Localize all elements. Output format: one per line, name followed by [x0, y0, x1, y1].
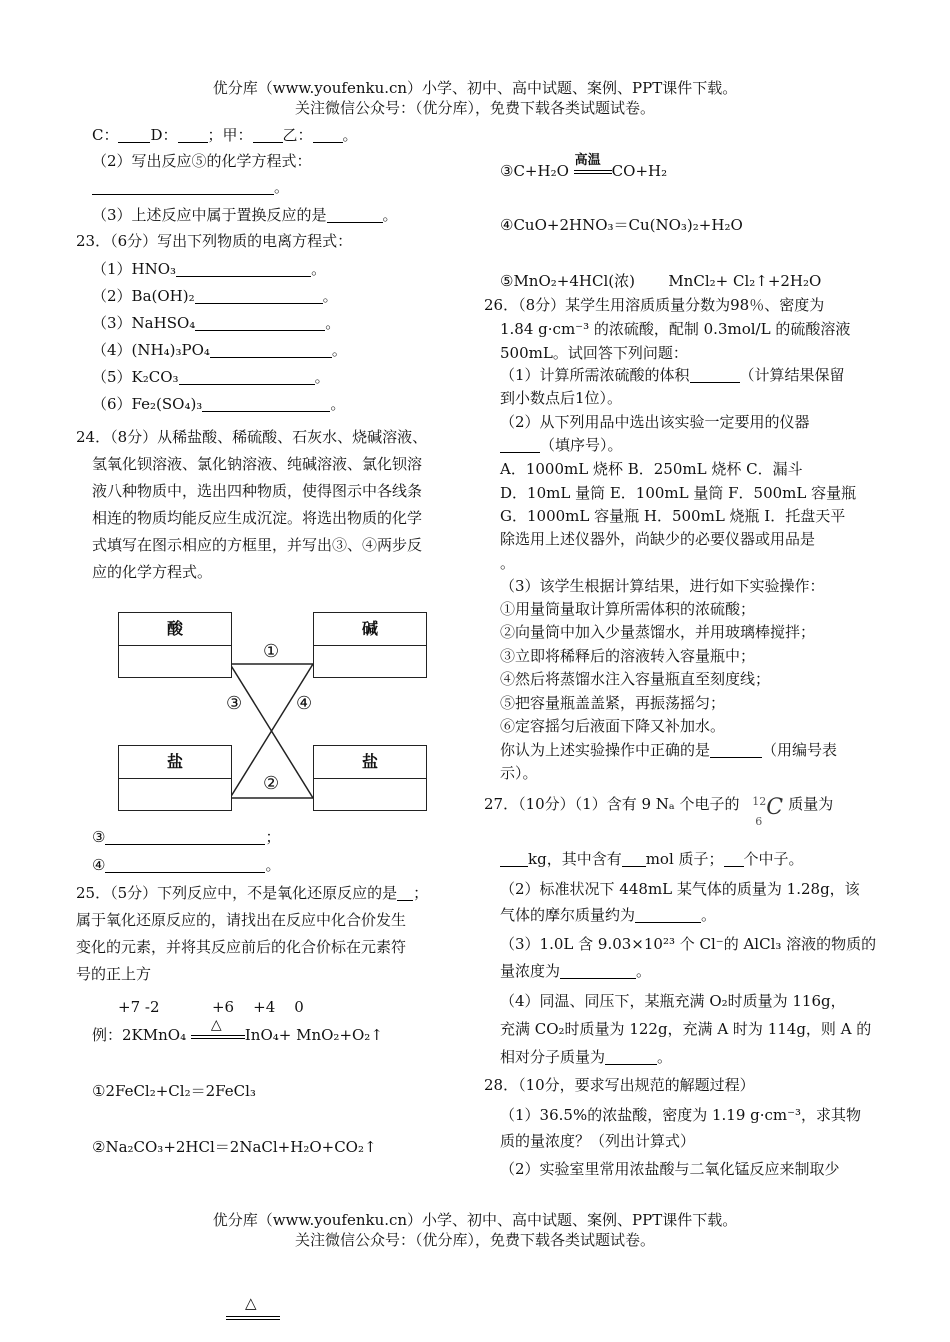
q26-line-2: 1.84 g·cm⁻³ 的浓硫酸，配制 0.3mol/L 的硫酸溶液 — [500, 320, 851, 338]
box-salt-left — [118, 745, 232, 811]
q27-part-4-line-3: 相对分子质量为 。 — [500, 1048, 673, 1066]
q27-part-4: （4）同温、同压下，某瓶充满 O₂时质量为 116g， — [500, 992, 846, 1010]
q27-part-4-line-2: 充满 CO₂时质量为 122g，充满 A 时为 114g，则 A 的 — [500, 1020, 872, 1038]
q26-missing-items: 除选用上述仪器外，尚缺少的必要仪器或用品是 — [500, 530, 816, 548]
reaction-diagram — [118, 612, 430, 812]
q28-title: 28．（10分，要求写出规范的解题过程） — [484, 1076, 755, 1094]
q23-item-1: （1）HNO₃ 。 — [92, 260, 327, 278]
q22-part-2-answer: 。 — [92, 176, 289, 198]
bottom-delta-icon: △ — [245, 1294, 257, 1312]
reaction-3: ③C+H₂O 高温 CO+H₂ — [500, 160, 667, 182]
footer-line-2: 关注微信公众号：（优分库），免费下载各类试题试卷。 — [294, 1231, 655, 1249]
q25-line-1: 25．（5分）下列反应中，不是氧化还原反应的是 ； — [76, 884, 429, 902]
q28-part-1: （1）36.5%的浓盐酸，密度为 1.19 g·cm⁻³，求其物 — [500, 1106, 862, 1124]
q26-line-3: 500mL。试回答下列问题： — [500, 344, 688, 362]
q25-line-3: 变化的元素，并将其反应前后的化合价标在元素符 — [76, 938, 407, 956]
reaction-2: ②Na₂CO₃+2HCl＝2NaCl+H₂O+CO₂↑ — [92, 1138, 377, 1156]
q25-line-2: 属于氧化还原反应的，请找出在反应中化合价发生 — [76, 911, 407, 929]
q23-item-3: （3）NaHSO₄ 。 — [92, 314, 341, 332]
q24-line-2: 氢氧化钡溶液、氯化钠溶液、纯碱溶液、氯化钡溶 — [92, 455, 423, 473]
delta-icon: △ — [210, 1017, 222, 1033]
q26-step-5: ⑤把容量瓶盖盖紧，再振荡摇匀； — [500, 694, 726, 712]
q23-item-5: （5）K₂CO₃ 。 — [92, 368, 330, 386]
q27-part-3: （3）1.0L 含 9.03×10²³ 个 Cl⁻的 AlCl₃ 溶液的物质的 — [500, 935, 877, 953]
valence-marks: +7 -2 +6 +4 0 — [118, 998, 304, 1016]
reaction-label-2: ② — [263, 773, 280, 794]
q26-missing-end: 。 — [500, 554, 516, 572]
q26-part-1: （1）计算所需浓硫酸的体积 （计算结果保留 — [500, 366, 845, 384]
q27-part-2-cont: 气体的摩尔质量约为 。 — [500, 906, 717, 924]
q25-line-4: 号的正上方 — [76, 965, 152, 983]
q26-part-3-question: 你认为上述实验操作中正确的是 （用编号表 — [500, 741, 838, 759]
reaction-label-1: ① — [263, 641, 280, 662]
q26-line-1: 26．（8分）某学生用溶质质量分数为98％、密度为 — [484, 296, 825, 314]
box-salt-left-label: 盐 — [119, 746, 231, 779]
reaction-label-4: ④ — [296, 693, 313, 714]
q24-line-6: 应的化学方程式。 — [92, 563, 213, 581]
footer-line-1: 优分库（www.youfenku.cn）小学、初中、高中试题、案例、PPT课件下载。 — [212, 1211, 738, 1229]
box-base-label: 碱 — [314, 613, 426, 646]
high-temp-label: 高温 — [574, 153, 601, 168]
box-acid-label: 酸 — [119, 613, 231, 646]
header-line-1: 优分库（www.youfenku.cn）小学、初中、高中试题、案例、PPT课件下载。 — [212, 79, 738, 97]
box-salt-right — [313, 745, 427, 811]
q24-line-5: 式填写在图示相应的方框里，并写出③、④两步反 — [92, 536, 423, 554]
q23-title: 23．（6分）写出下列物质的电离方程式： — [76, 232, 353, 250]
q23-item-6: （6）Fe₂(SO₄)₃ 。 — [92, 395, 346, 413]
bottom-delta-sign — [226, 1294, 280, 1324]
q26-step-2: ②向量筒中加入少量蒸馏水，并用玻璃棒搅拌； — [500, 623, 816, 641]
q24-line-3: 液八种物质中，选出四种物质，使得图示中各线条 — [92, 482, 423, 500]
reaction-label-3: ③ — [226, 693, 243, 714]
q27-part-2: （2）标准状况下 448mL 某气体的质量为 1.28g，该 — [500, 880, 860, 898]
q27-line-1: 27．（10分）（1）含有 9 Nₐ 个电子的 12 6 C 质量为 — [484, 795, 834, 828]
q26-step-4: ④然后将蒸馏水注入容量瓶直至刻度线； — [500, 670, 771, 688]
box-salt-right-label: 盐 — [314, 746, 426, 779]
q26-step-1: ①用量筒量取计算所需体积的浓硫酸； — [500, 600, 756, 618]
reaction-1: ①2FeCl₂+Cl₂＝2FeCl₃ — [92, 1082, 256, 1100]
q24-line-1: 24．（8分）从稀盐酸、稀硫酸、石灰水、烧碱溶液、 — [76, 428, 428, 446]
reaction-5: ⑤MnO₂+4HCl(浓) MnCl₂+ Cl₂↑+2H₂O — [500, 272, 822, 290]
q28-part-1-cont: 质的量浓度？（列出计算式） — [500, 1132, 696, 1150]
q26-option-3: G．1000mL 容量瓶 H．500mL 烧瓶 I．托盘天平 — [500, 507, 846, 525]
box-acid — [118, 612, 232, 678]
example-reaction: 例：2KMnO₄ △ InO₄+ MnO₂+O₂↑ — [92, 1024, 383, 1046]
q24-line-4: 相连的物质均能反应生成沉淀。将选出物质的化学 — [92, 509, 423, 527]
q26-step-3: ③立即将稀释后的溶液转入容量瓶中； — [500, 647, 756, 665]
header-line-2: 关注微信公众号：（优分库），免费下载各类试题试卷。 — [294, 99, 655, 117]
q26-part-3-cont: 示）。 — [500, 764, 538, 782]
q26-part-3: （3）该学生根据计算结果，进行如下实验操作： — [500, 577, 825, 595]
q23-item-2: （2）Ba(OH)₂ 。 — [92, 287, 338, 305]
q26-option-1: A．1000mL 烧杯 B．250mL 烧杯 C．漏斗 — [500, 460, 803, 478]
q26-option-2: D．10mL 量筒 E．100mL 量筒 F．500mL 容量瓶 — [500, 484, 857, 502]
q27-line-2: kg，其中含有 mol 质子； 个中子。 — [500, 848, 804, 870]
answer-3: ③ ； — [92, 828, 281, 846]
answer-4: ④ 。 — [92, 856, 281, 874]
reaction-4: ④CuO+2HNO₃＝Cu(NO₃)₂+H₂O — [500, 216, 743, 234]
q22-line-1: C： D： ；甲： 乙： 。 — [92, 126, 358, 144]
q26-step-6: ⑥定容摇匀后液面下降又补加水。 — [500, 717, 726, 735]
box-base — [313, 612, 427, 678]
q23-item-4: （4）(NH₄)₃PO₄ 。 — [92, 341, 347, 359]
q26-part-2-cont: （填序号）。 — [500, 434, 623, 456]
carbon-12-notation: 12 6 C — [752, 795, 784, 828]
q22-part-3: （3）上述反应中属于置换反应的是 。 — [92, 206, 398, 224]
q26-part-1-cont: 到小数点后1位）。 — [500, 389, 623, 407]
q28-part-2: （2）实验室里常用浓盐酸与二氧化锰反应来制取少 — [500, 1160, 840, 1178]
q26-part-2: （2）从下列用品中选出该实验一定要用的仪器 — [500, 413, 810, 431]
q22-part-2: （2）写出反应⑤的化学方程式： — [92, 152, 312, 170]
q27-part-3-cont: 量浓度为 。 — [500, 962, 652, 980]
